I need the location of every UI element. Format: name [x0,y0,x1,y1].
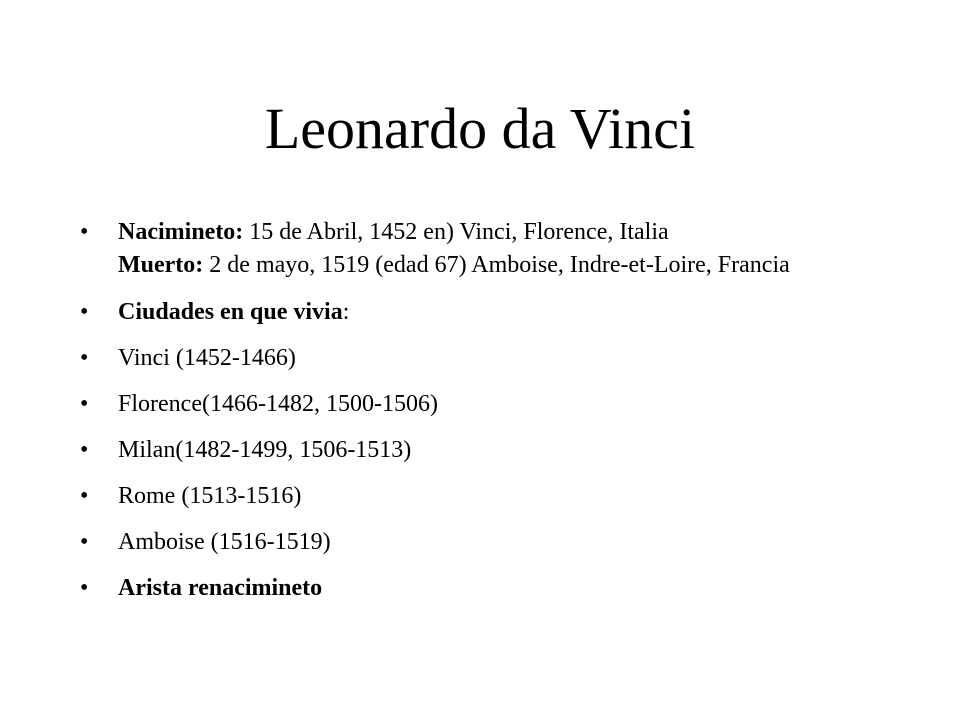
bullet-icon: • [80,345,89,371]
city-text: Vinci (1452-1466) [118,345,296,371]
birth-text: 15 de Abril, 1452 en) Vinci, Florence, Italia [243,219,669,245]
bullet-city [80,342,860,374]
death-line [118,249,860,282]
death-text: 2 de mayo, 1519 (edad 67) Amboise, Indre-et-Loire, Francia [203,252,790,278]
cities-suffix: : [342,299,350,325]
bullet-icon: • [80,437,89,463]
bullet-last [80,572,860,604]
bullet-bio [80,216,860,282]
bullet-icon: • [80,483,89,509]
bullet-icon: • [80,299,89,325]
last-item-text: Arista renacimineto [118,575,323,601]
bullet-city [80,526,860,558]
slide-title: Leonardo da Vinci [264,96,696,161]
bullet-icon: • [80,575,89,601]
city-text: Amboise (1516-1519) [118,529,331,555]
birth-line [118,216,860,249]
bullet-icon: • [80,219,89,245]
bullet-city [80,388,860,420]
bullet-city [80,480,860,512]
bullet-icon: • [80,391,89,417]
bullet-cities-heading [80,296,860,328]
city-text: Florence(1466-1482, 1500-1506) [118,391,438,417]
bullet-list [80,216,860,618]
city-text: Rome (1513-1516) [118,483,302,509]
bullet-icon: • [80,529,89,555]
cities-label: Ciudades en que vivia [118,299,343,325]
birth-label: Nacimineto: [118,219,244,245]
death-label: Muerto: [118,252,204,278]
bullet-city [80,434,860,466]
city-text: Milan(1482-1499, 1506-1513) [118,437,412,463]
